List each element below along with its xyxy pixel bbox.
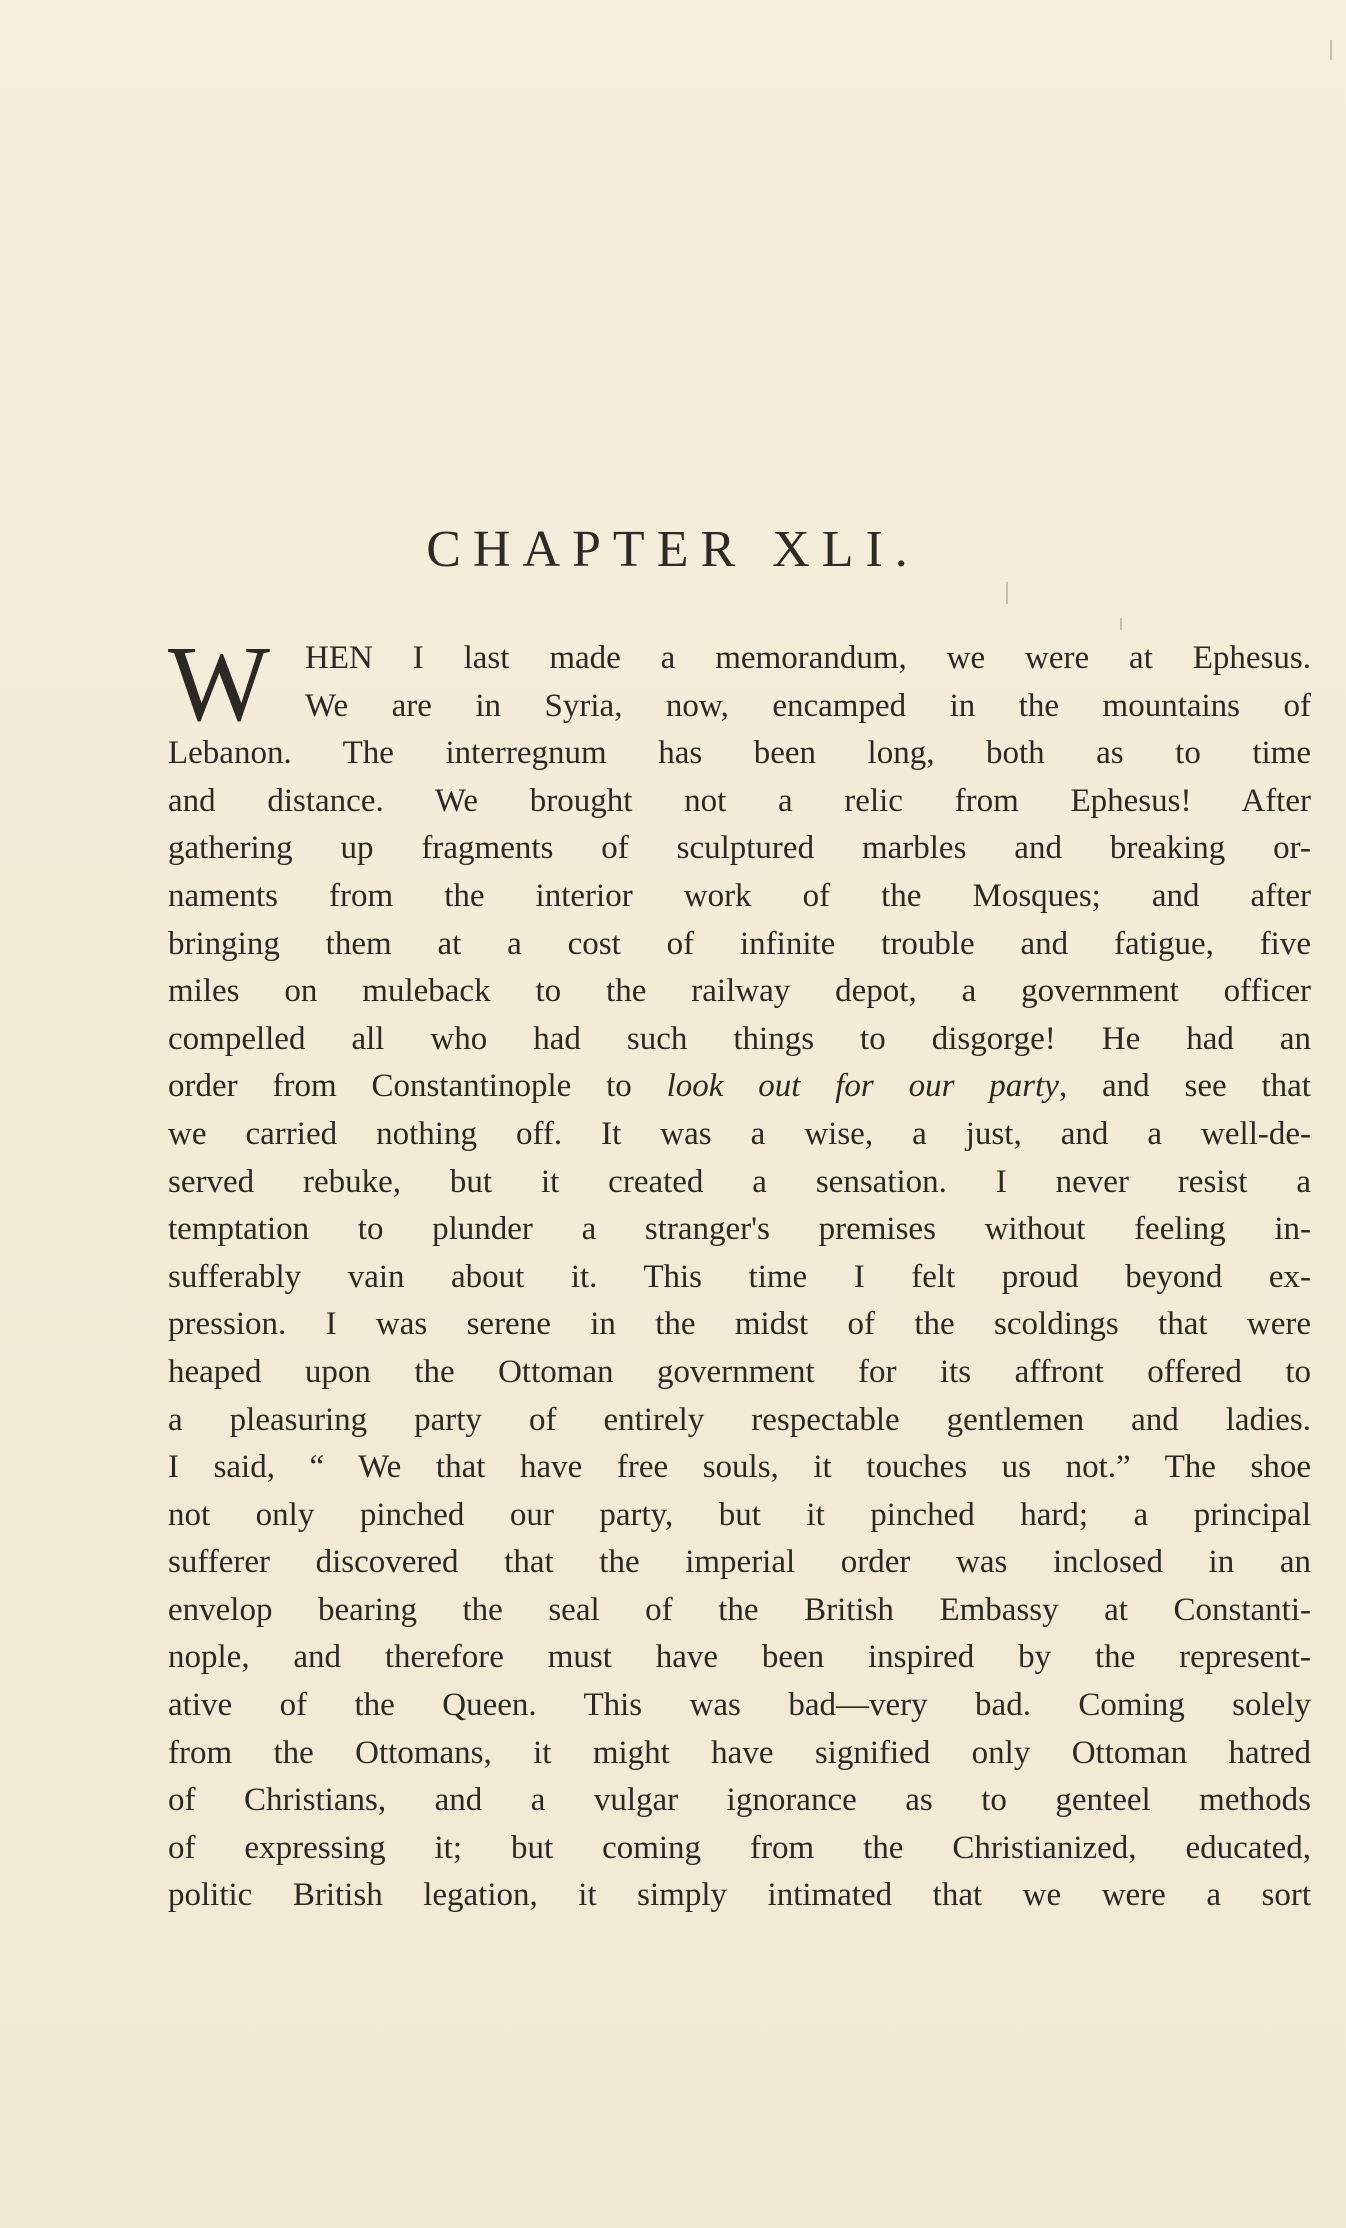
text-line: and distance. We brought not a relic from Ephesus! After <box>168 782 1311 819</box>
text-line: HEN I last made a memorandum, we were at Ephesus. <box>305 640 1311 676</box>
text-line: pression. I was serene in the midst of the scoldings that were <box>168 1306 1311 1343</box>
text-line: a pleasuring party of entirely respectable gentlemen and ladies. <box>168 1401 1311 1438</box>
text-line: compelled all who had such things to disgorge! He had an <box>168 1020 1311 1057</box>
text-line: temptation to plunder a stranger's premises without feeling in- <box>168 1211 1311 1248</box>
text-line: gathering up fragments of sculptured marbles and breaking or- <box>168 830 1311 867</box>
text-line: we carried nothing off. It was a wise, a just, and a well-de- <box>168 1115 1311 1152</box>
chapter-heading: CHAPTER XLI. <box>426 521 920 578</box>
text-line: Lebanon. The interregnum has been long, both as to time <box>168 735 1311 772</box>
italic-phrase: look out for our party <box>666 1068 1059 1105</box>
text-line: sufferably vain about it. This time I felt proud beyond ex- <box>168 1258 1311 1295</box>
text-line: politic British legation, it simply intimated that we were a sort <box>168 1877 1311 1914</box>
text-line: We are in Syria, now, encamped in the mountains of <box>305 687 1311 724</box>
text-line: of Christians, and a vulgar ignorance as to genteel methods <box>168 1782 1311 1819</box>
text-line: served rebuke, but it created a sensation. I never resist a <box>168 1163 1311 1200</box>
text-line: nople, and therefore must have been inspired by the represent- <box>168 1639 1311 1676</box>
paper-speck <box>1330 40 1332 60</box>
text-line: from the Ottomans, it might have signified only Ottoman hatred <box>168 1734 1311 1771</box>
text-line: naments from the interior work of the Mosques; and after <box>168 877 1311 914</box>
text-line: not only pinched our party, but it pinched hard; a principal <box>168 1496 1311 1533</box>
text-line: bringing them at a cost of infinite trouble and fatigue, five <box>168 925 1311 962</box>
text-line: envelop bearing the seal of the British Embassy at Constanti- <box>168 1591 1311 1628</box>
paper-speck <box>1120 618 1122 630</box>
body-text <box>168 625 1311 1920</box>
text-line: I said, “ We that have free souls, it touches us not.” The shoe <box>168 1449 1311 1486</box>
paper-speck <box>1006 582 1008 604</box>
text-line: miles on muleback to the railway depot, a government officer <box>168 973 1311 1010</box>
text-line: heaped upon the Ottoman government for its affront offered to <box>168 1353 1311 1390</box>
text-line: ative of the Queen. This was bad—very bad. Coming solely <box>168 1687 1311 1724</box>
text-line: sufferer discovered that the imperial order was inclosed in an <box>168 1544 1311 1581</box>
text-line: order from Constantinople to look out for our party, and see that <box>168 1068 1311 1105</box>
text-line: of expressing it; but coming from the Christianized, educated, <box>168 1829 1311 1866</box>
drop-cap: W <box>168 625 270 744</box>
